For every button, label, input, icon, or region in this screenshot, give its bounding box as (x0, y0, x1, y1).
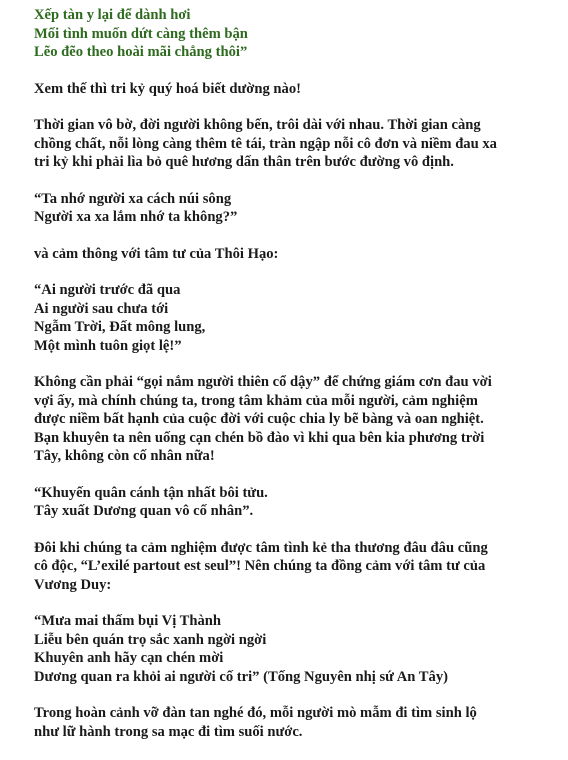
paragraph-6 (34, 704, 562, 741)
quote-line: “Khuyến quân cánh tận nhất bôi tửu. (34, 484, 268, 501)
poem-line: Lẽo đẽo theo hoài mãi chẳng thôi” (34, 44, 248, 60)
paragraph-line: được niềm bất hạnh của cuộc đời với cuộc chia ly bẽ bàng và oan nghiệt. (34, 411, 484, 427)
paragraph-line: chồng chất, nỗi lòng càng thêm tê tái, tràn ngập nỗi cô đơn và niềm đau xa (34, 135, 497, 152)
paragraph-1 (34, 80, 562, 99)
paragraph-line: cô độc, “L’exilé partout est seul”! Nên chúng ta đồng cảm với tâm tư của (34, 558, 486, 574)
paragraph-line: Vương Duy: (34, 576, 112, 593)
paragraph-line: Xem thế thì tri kỷ quý hoá biết dường nào! (34, 80, 301, 97)
quote-line: “Mưa mai thấm bụi Vị Thành (34, 613, 222, 629)
quote-line: Liễu bên quán trọ sắc xanh ngời ngời (34, 631, 267, 648)
paragraph-line: tri kỷ khi phải lìa bỏ quê hương dấn thân trên bước đường vô định. (34, 154, 454, 170)
quote-line: Dương quan ra khỏi ai người cố tri” (Tống Nguyên nhị sứ An Tây) (34, 668, 448, 685)
quote-1 (34, 190, 562, 227)
paragraph-line: Trong hoàn cảnh vỡ đàn tan nghé đó, mỗi người mò mẫm đi tìm sinh lộ (34, 705, 477, 721)
paragraph-line: và cảm thông với tâm tư của Thôi Hạo: (34, 245, 279, 262)
quote-line: “Ta nhớ người xa cách núi sông (34, 190, 232, 207)
opening-poem (34, 6, 562, 62)
poem-line: Xếp tàn y lại để dành hơi (34, 7, 191, 23)
paragraph-line: Đôi khi chúng ta cảm nghiệm được tâm tình kẻ tha thương đâu đâu cũng (34, 539, 488, 556)
document-page (34, 6, 562, 741)
paragraph-line: Thời gian vô bờ, đời người không bến, trôi dài với nhau. Thời gian càng (34, 117, 481, 133)
poem-line: Mối tình muốn dứt càng thêm bận (34, 25, 248, 42)
quote-line: Ai người sau chưa tới (34, 300, 169, 317)
quote-line: “Ai người trước đã qua (34, 282, 181, 298)
paragraph-line: vợi ấy, mà chính chúng ta, trong tâm khảm của mỗi người, cảm nghiệm (34, 392, 478, 409)
paragraph-line: Bạn khuyên ta nên uống cạn chén bồ đào vì khi qua bên kia phương trời (34, 429, 485, 446)
quote-4 (34, 612, 562, 686)
quote-line: Một mình tuôn giọt lệ!” (34, 337, 182, 354)
quote-2 (34, 281, 562, 355)
quote-3 (34, 484, 562, 521)
paragraph-4 (34, 373, 562, 466)
paragraph-3 (34, 245, 562, 264)
paragraph-line: như lữ hành trong sa mạc đi tìm suối nước. (34, 723, 303, 740)
paragraph-line: Không cần phải “gọi nắm người thiên cổ dậy” để chứng giám cơn đau vời (34, 374, 492, 390)
paragraph-line: Tây, không còn cố nhân nữa! (34, 448, 215, 464)
quote-line: Ngẫm Trời, Đất mông lung, (34, 319, 206, 335)
paragraph-5 (34, 539, 562, 595)
paragraph-2 (34, 116, 562, 172)
quote-line: Người xa xa lắm nhớ ta không?” (34, 209, 238, 225)
quote-line: Khuyên anh hãy cạn chén mời (34, 650, 224, 666)
quote-line: Tây xuất Dương quan vô cố nhân”. (34, 503, 254, 519)
